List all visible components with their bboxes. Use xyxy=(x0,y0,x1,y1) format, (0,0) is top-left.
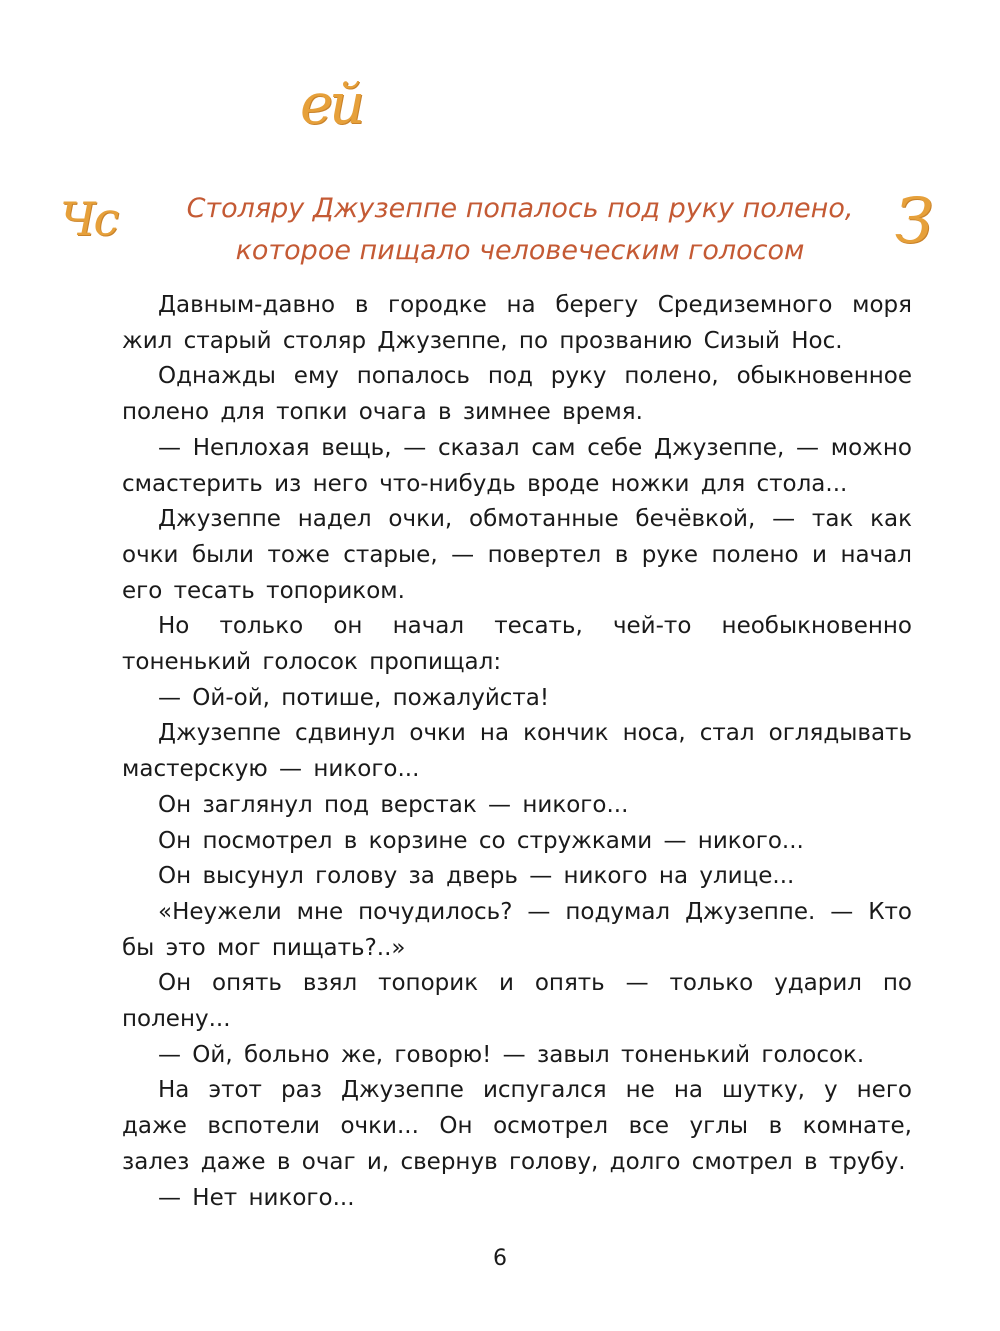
story-text xyxy=(122,288,912,1216)
paragraph: Однажды ему попалось под руку полено, обыкновенное полено для топки очага в зимнее время. xyxy=(122,363,912,426)
paragraph: Он заглянул под верстак — никого... xyxy=(158,791,629,818)
paragraph: — Нет никого... xyxy=(158,1184,355,1211)
paragraph: Но только он начал тесать, чей-то необыкновенно тоненький голосок пропищал: xyxy=(122,613,912,676)
chapter-initial-ornament: ей xyxy=(300,72,362,137)
chapter-title-ornament-right: З xyxy=(895,184,934,257)
paragraph: Он высунул голову за дверь — никого на улице... xyxy=(158,863,795,890)
paragraph: На этот раз Джузеппе испугался не на шутку, у него даже вспотели очки... Он осмотрел все углы в комнате, залез даже в очаг и, свернув голову, долго смотрел в трубу. xyxy=(122,1077,912,1175)
paragraph: Джузеппе сдвинул очки на кончик носа, стал оглядывать мастерскую — никого... xyxy=(122,720,912,783)
chapter-title-line-2: которое пищало человеческим голосом xyxy=(235,235,805,266)
chapter-title-line-1: Столяру Джузеппе попалось под руку полено, xyxy=(186,193,854,224)
paragraph: «Неужели мне почудилось? — подумал Джузеппе. — Кто бы это мог пищать?..» xyxy=(122,898,912,961)
chapter-title-ornament-left: Чс xyxy=(60,192,118,246)
chapter-title xyxy=(150,188,890,272)
paragraph: Давным-давно в городке на берегу Средиземного моря жил старый столяр Джузеппе, по прозванию Сизый Нос. xyxy=(122,292,912,354)
paragraph: Он посмотрел в корзине со стружками — никого... xyxy=(158,827,804,854)
paragraph: — Ой, больно же, говорю! — завыл тоненький голосок. xyxy=(158,1041,865,1068)
paragraph: — Неплохая вещь, — сказал сам себе Джузеппе, — можно смастерить из него что-нибудь вроде ножки для стола... xyxy=(122,434,912,497)
page-number: 6 xyxy=(493,1246,507,1271)
paragraph: — Ой-ой, потише, пожалуйста! xyxy=(158,684,550,711)
paragraph: Джузеппе надел очки, обмотанные бечёвкой, — так как очки были тоже старые, — повертел в руке полено и начал его тесать топориком. xyxy=(122,506,912,604)
paragraph: Он опять взял топорик и опять — только ударил по полену... xyxy=(122,970,912,1033)
